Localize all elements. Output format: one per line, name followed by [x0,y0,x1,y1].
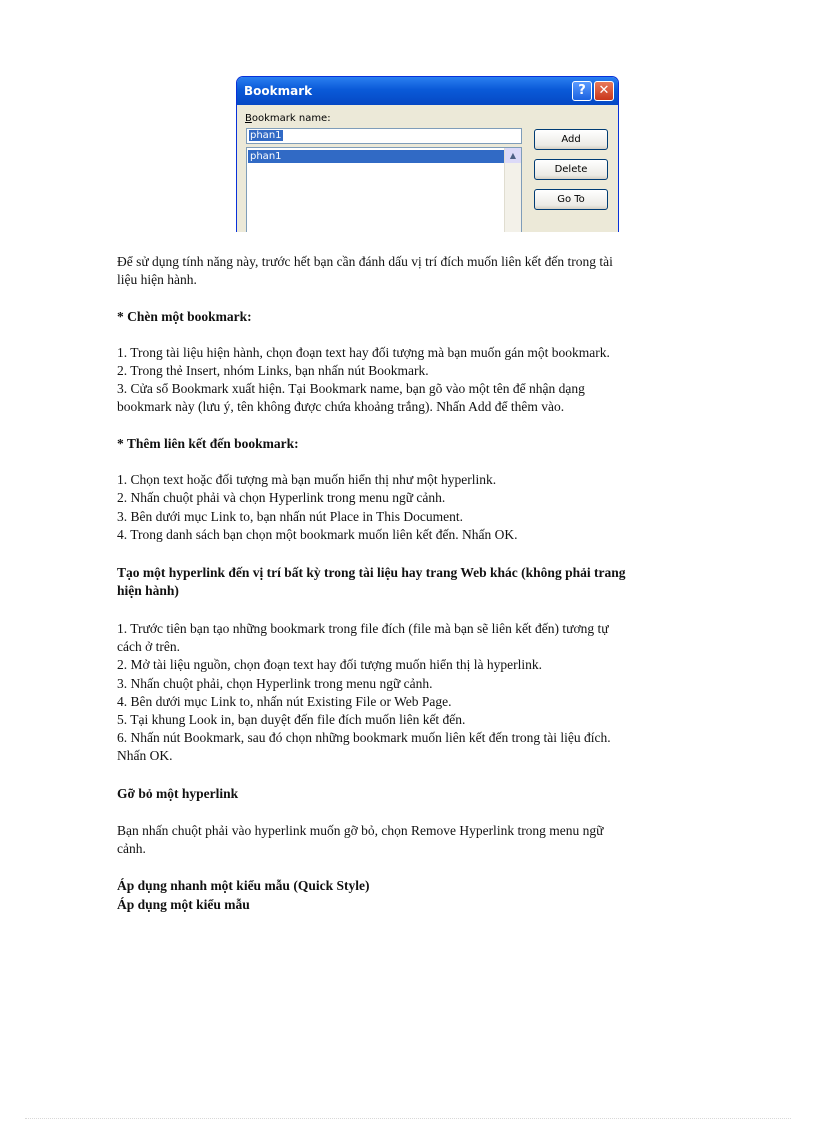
list-item: 3. Cửa sổ Bookmark xuất hiện. Tại Bookmark name, bạn gõ vào một tên để nhận dạng [117,381,585,396]
list-item: Nhấn OK. [117,748,173,763]
section-heading: Áp dụng nhanh một kiểu mẫu (Quick Style) [117,878,370,893]
scroll-up-icon[interactable]: ▲ [505,148,521,163]
paragraph: cảnh. [117,841,146,856]
paragraph: liệu hiện hành. [117,272,197,287]
dialog-titlebar [237,77,618,105]
bookmark-name-input[interactable]: phan1 [246,128,522,144]
list-item: 2. Nhấn chuột phải và chọn Hyperlink trong menu ngữ cảnh. [117,490,446,505]
close-button[interactable]: ✕ [594,81,614,101]
bookmark-name-label: Bookmark name: [245,113,331,124]
section-heading: * Chèn một bookmark: [117,309,252,324]
paragraph: Để sử dụng tính năng này, trước hết bạn cần đánh dấu vị trí đích muốn liên kết đến trong tài [117,254,613,269]
help-button[interactable]: ? [572,81,592,101]
list-item[interactable]: phan1 [248,150,504,163]
list-scrollbar[interactable] [504,148,521,232]
paragraph: Bạn nhấn chuột phải vào hyperlink muốn gỡ bỏ, chọn Remove Hyperlink trong menu ngữ [117,823,604,838]
section-heading: Tạo một hyperlink đến vị trí bất kỳ trong tài liệu hay trang Web khác (không phải trang [117,565,626,580]
list-item: 6. Nhấn nút Bookmark, sau đó chọn những bookmark muốn liên kết đến trong tài liệu đích. [117,730,611,745]
list-item: 4. Trong danh sách bạn chọn một bookmark muốn liên kết đến. Nhấn OK. [117,527,518,542]
section-heading: * Thêm liên kết đến bookmark: [117,436,299,451]
dialog-title: Bookmark [244,84,313,98]
add-button[interactable]: Add [534,129,608,150]
page-bottom-divider [25,1118,791,1119]
bookmark-dialog [236,76,619,232]
bookmark-list[interactable] [246,147,522,232]
delete-button[interactable]: Delete [534,159,608,180]
list-item: bookmark này (lưu ý, tên không được chứa khoảng trắng). Nhấn Add để thêm vào. [117,399,565,414]
list-item: 1. Trong tài liệu hiện hành, chọn đoạn text hay đối tượng mà bạn muốn gán một bookmark. [117,345,610,360]
list-item: 5. Tại khung Look in, bạn duyệt đến file đích muốn liên kết đến. [117,712,466,727]
goto-button[interactable]: Go To [534,189,608,210]
section-heading: Gỡ bỏ một hyperlink [117,786,239,801]
list-item: 2. Mở tài liệu nguồn, chọn đoạn text hay đối tượng muốn hiển thị là hyperlink. [117,657,543,672]
list-item: cách ở trên. [117,639,180,654]
list-item: 3. Bên dưới mục Link to, bạn nhấn nút Place in This Document. [117,509,464,524]
list-item: 1. Chọn text hoặc đối tượng mà bạn muốn hiển thị như một hyperlink. [117,472,497,487]
section-heading: hiện hành) [117,583,179,598]
list-item: 4. Bên dưới mục Link to, nhấn nút Existing File or Web Page. [117,694,452,709]
list-item: 1. Trước tiên bạn tạo những bookmark trong file đích (file mà bạn sẽ liên kết đến) tương tự [117,621,609,636]
section-heading: Áp dụng một kiểu mẫu [117,897,250,912]
list-item: 2. Trong thẻ Insert, nhóm Links, bạn nhấn nút Bookmark. [117,363,429,378]
list-item: 3. Nhấn chuột phải, chọn Hyperlink trong menu ngữ cảnh. [117,676,433,691]
